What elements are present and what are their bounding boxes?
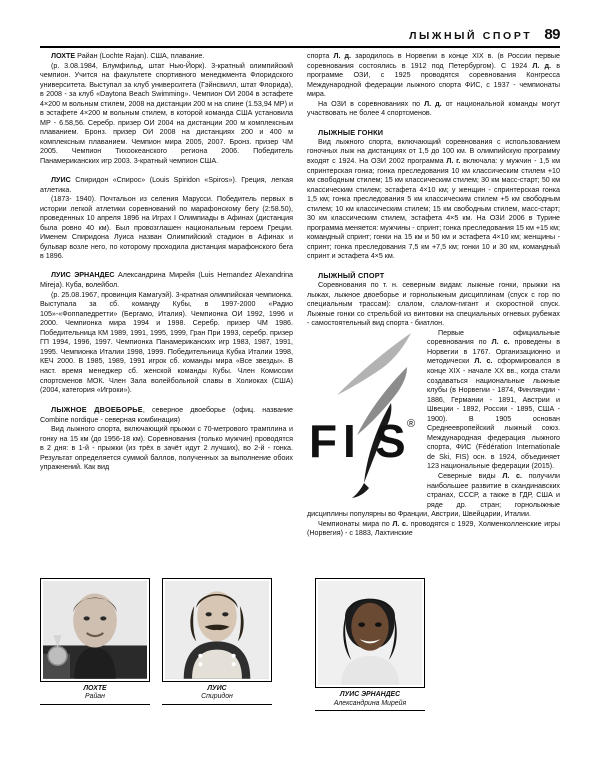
photo-caption-lochte [40, 682, 150, 702]
entry-lochte-body: (р. 3.08.1984, Блумфильд, штат Нью-Йорк). 3-кратный олимпийский чемпион. Учится на факультете спортивного менеджмента Флоридского университета. Выступал за клуб университета (Гэйнсвилл, штат Флорида), в 2008 - за клуб «Daytona Beach Swimming». Чемпион ОИ 2004 в эстафете 4×200 м вольным стилем, 2008 на дистанции 200 м на спине (1.53,94 МР) и в эстафете 4×200 м вольным стилем, в которой команда США установила МР - 6.58,56. Серебр. призер ОИ 2004 на дистанции 200 м комплексным плаванием. Бронз. призер ОИ 2008 на дистанциях 200 и 400 м комплексным плаванием. Чемпион мира 2005, 2007. Бронз. призер ЧМ 2005. Чемпион Тихоокеанского региона 2006. Победитель Панамериканских игр 2003. 3-кратный чемпион США. [40, 61, 293, 166]
article-nordic-combined-head [40, 405, 293, 425]
article-spacer [307, 119, 560, 129]
continued-p1-pre: спорта [307, 52, 334, 60]
entry-spacer [40, 396, 293, 406]
entry-louis-hernandez-body: (р. 25.08.1967, провинция Камагуэй). 3-кратная олимпийская чемпионка. Выступала за сб. команду Кубы, в 1997-2000 «Радио 105»-«Фоппапедретти» (Бергамо, Италия). Чемпионка ОИ 1992, 1996 и 2000. Чемпионка мира 1994 и 1998. Серебр. призер ЧМ 1986. Победительница КМ 1989, 1991, 1995, 1999, Гран При 1993, серебр. призер ГП 1994, 1996, 1997. Чемпионка Панамериканских игр 1983, 1987, 1991, 1995. Чемпионка Италии 1998, 1999. Победительница Кубка Италии 1998, КЕЧ 2000. В 1985, 1989, 1991 игрок сб. команды мира «Все звезды». В наст. время менеджер сб. женской команды Кубы. Член Комиссии спортсменов МОК. Член Зала волейбольной славы в Холиоках (США) (2004, категория «Игроки»). [40, 290, 293, 395]
fis-registered-mark: ® [407, 417, 416, 430]
abbrev-ld-3: Л. д. [424, 99, 442, 108]
article-cross-country-title: ЛЫЖНЫЕ ГОНКИ [318, 128, 384, 138]
entry-lochte-head [40, 52, 293, 62]
portrait-photo-lochte [43, 581, 147, 679]
right-column [307, 52, 560, 539]
photo-frame [162, 578, 272, 682]
fis-letter-s: S [375, 414, 406, 467]
entry-louis-hernandez-head-rest: Александрина Мирейя (Luis Hernandez Alexandrina Mireja). Куба, волейбол. [40, 271, 294, 290]
entry-louis-name: ЛУИС [51, 176, 71, 185]
entry-lochte-head-rest: Райан (Lochte Rajan). США, плавание. [75, 52, 205, 60]
photo-caption-louis-hernandez [315, 688, 425, 708]
running-head [409, 26, 560, 43]
abbrev-ls-3: Л. с. [502, 471, 522, 480]
caption-givenname: Райан [85, 693, 105, 701]
entry-louis-hernandez-name: ЛУИС ЭРНАНДЕС [51, 271, 115, 280]
sport-p3-post: получили наибольшее развитие в скандинавских странах, СССР, а также в ГДР, США и ряде др. стран; горнолыжные дисциплины популярны во Франции, Австрии, Швейцарии, Италии. [307, 471, 560, 519]
caption-surname: ЛОХТЕ [83, 684, 107, 692]
page-number: 89 [544, 26, 560, 43]
article-nordic-combined-title-rest: , северное двоеборье (офиц. название Combine nordique - северная комбинация) [40, 406, 293, 424]
continued-p2-post: от национальной команды могут участвовать не более 4 спортсменов. [307, 99, 560, 118]
fis-swoosh-tail [352, 483, 369, 498]
entry-louis-body: (1873- 1940). Почтальон из селения Марусси. Победитель первых в истории легкой атлетики соревнований по марафонскому бегу (2:58.50), проведенных 10 апреля 1896 на Играх I Олимпиады в Афинах (дистанция была ровно 40 км). Был провозглашен национальным героем Греции. Именем Спиридона Луиса назван Олимпийский стадион в Афинах и бульвар возле него, по которому проходила дистанция марафонского бега в 1896. [40, 195, 293, 261]
entry-louis-hernandez-head [40, 271, 293, 290]
article-spacer [307, 262, 560, 272]
fis-letter-f: F [309, 414, 338, 467]
abbrev-ld-1: Л. д. [333, 52, 352, 60]
abbrev-ls-1: Л. с. [491, 338, 510, 347]
entry-louis-head [40, 176, 293, 195]
header-rule [40, 46, 560, 48]
caption-rule [315, 710, 425, 711]
running-head-title: ЛЫЖНЫЙ СПОРТ [409, 30, 533, 42]
article-skiing-paragraph-1: Соревнования по т. н. северным видам: лыжные гонки, прыжки на лыжах, лыжное двоеборье и горнолыжным дисциплинам (спуск с гор по специальным трассам): слалом, слалом-гигант и скоростной спуск. Лыжные гонки со стрельбой из винтовки на специальных огневых рубежах - самостоятельный вид спорта - биатлон. [307, 281, 560, 328]
fis-logo [307, 331, 419, 499]
fis-letter-i: I [343, 414, 356, 467]
photo-card-louis [162, 578, 272, 705]
photo-frame [40, 578, 150, 682]
caption-surname: ЛУИС ЭРНАНДЕС [339, 691, 401, 698]
entry-lochte-name: ЛОХТЕ [51, 52, 76, 60]
caption-givenname: Спиридон [201, 693, 233, 701]
caption-rule [162, 704, 272, 705]
caption-surname: ЛУИС [207, 684, 227, 692]
continued-p2-pre: На ОЗИ в соревнованиях по [318, 99, 425, 108]
abbrev-ls-2: Л. с. [474, 357, 493, 366]
sport-p2-mid: проведены в Норвегии в 1767. Организационно и методически [427, 338, 561, 366]
portrait-photo-louis [165, 581, 269, 679]
entry-spacer [40, 167, 293, 177]
sport-p3-pre: Северные виды [438, 471, 503, 480]
continued-p1-post: в программе ОЗИ, с 1925 проводятся соревнования Конгресса Международной федерации лыжного спорта ФИС, с 1937 - чемпионаты мира. [307, 61, 560, 99]
abbrev-lg: Л. г. [446, 156, 461, 165]
abbrev-ls-4: Л. с. [392, 519, 409, 528]
article-cross-country-body [307, 138, 560, 262]
photo-card-louis-hernandez [315, 578, 425, 711]
photo-caption-louis [162, 682, 272, 702]
sport-p2-pre: Первые официальные соревнования по [427, 328, 560, 347]
entry-louis-head-rest: Спиридон «Спирос» (Louis Spiridon «Spiros»). Греция, легкая атлетика. [40, 176, 293, 194]
left-column [40, 52, 293, 473]
article-skiing-title: ЛЫЖНЫЙ СПОРТ [318, 271, 385, 281]
sport-p4-post: проводятся с 1929, Холменколленские игры (Норвегия) - с 1883, Лахтинские [307, 519, 560, 538]
photo-frame [315, 578, 425, 688]
continued-paragraph-1 [307, 52, 560, 100]
photo-card-lochte [40, 578, 150, 705]
article-nordic-combined-body: Вид лыжного спорта, включающий прыжки с 70-метрового трамплина и гонку на 15 км (до 1956-18 км). Соревнования (только мужчин) проводятся в 2 дня: в 1-й - прыжки (из трёх в зачёт идут 2 лучших), во 2-й - гонка. Результат определяется суммой баллов, полученных за выполнение обоих упражнений. Как вид [40, 425, 293, 472]
article-nordic-combined-title: ЛЫЖНОЕ ДВОЕБОРЬЕ [51, 405, 143, 415]
caption-givenname: Александрина Мирейя [333, 699, 407, 707]
entry-spacer [40, 262, 293, 272]
continued-p1-mid: зародилось в Норвегии в конце XIX в. (в России первые соревнования состоялись в 1912 под Петербургом). С 1924 [307, 52, 560, 70]
races-p1-pre: Вид лыжного спорта, включающий соревнования с использованием гоночных лыж на дистанциях от 1,5 до 100 км. В олимпийскую программу входят с 1924. На ОЗИ 2002 программа [307, 137, 560, 165]
sport-p4-pre: Чемпионаты мира по [318, 519, 393, 528]
article-skiing-paragraph-4 [307, 520, 560, 539]
continued-paragraph-2 [307, 100, 560, 119]
fis-logo-graphic [307, 331, 419, 499]
caption-rule [40, 704, 150, 705]
sport-p2-post: сформировался в конце XIX - начале XX вв., когда стали создаваться национальные лыжные клубы (в Норвегии - 1874, Финляндии - 1886, Германии - 1891, Австрии и Швеции - 1892, России - 1895, США - 1900). В 1905 основан Среднеевропейский лыжный союз. Международная федерация лыжного спорта, ФИС (Fédération Internationale de Ski, FIS) осн. в 1924, объединяет 123 национальные федерации (2015). [427, 357, 561, 471]
portrait-photo-louis-hernandez [318, 581, 422, 685]
abbrev-ld-2: Л. д. [532, 61, 552, 70]
races-p1-post: включала: у мужчин - 1,5 км спринтерская гонка; гонка преследования 10 км классическим стилем +10 км свободным стилем; 15 км классическим стилем; 30 км масс-старт; 50 км классическим стилем; эстафета 4×10 км; у женщин - спринтерская гонка 1,5 км; гонка преследования 5 км классическим стилем +5 км свободным стилем; 10 км классическим стилем; 15 км свободным стилем, масс-старт; 30 км классическим стилем, эстафета 4×5 км. На ОЗИ 2006 в Турине программа меняется: мужчины - спринт; гонка преследования 15 км +15 км; командный спринт; гонки на 15 км и 50 км и эстафета 4×10 км; женщины - спринт; гонка преследования 7,5 км +7,5 км; гонки 10 и 30 км, командный спринт и эстафета 4×5 км. [307, 156, 560, 261]
